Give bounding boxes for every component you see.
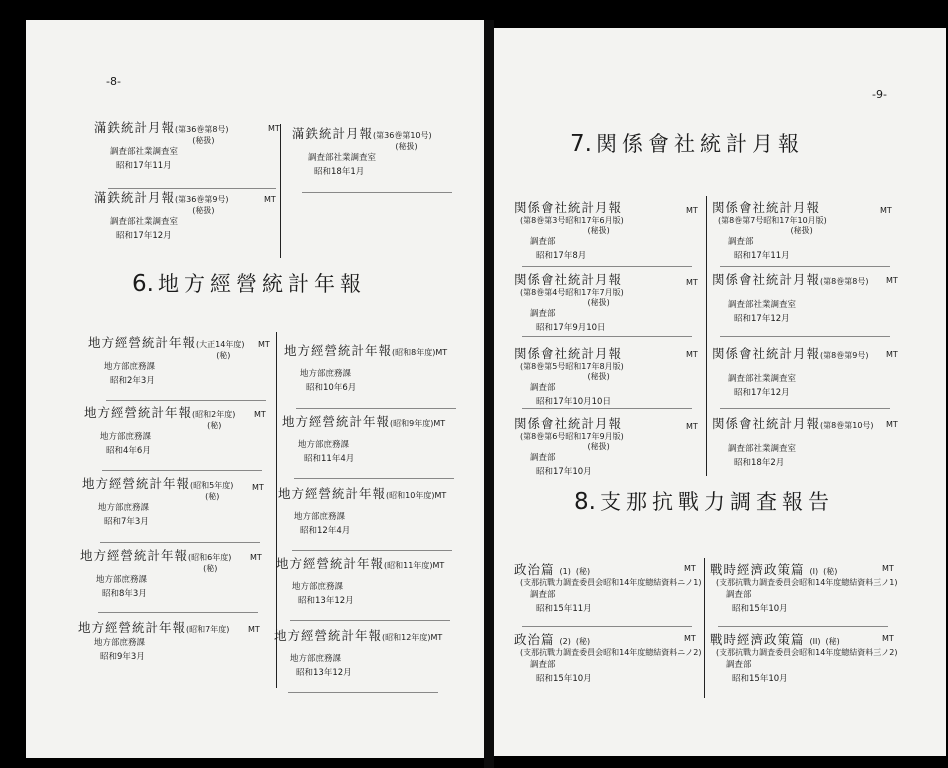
entry-title: 地方經營統計年報 — [278, 486, 387, 501]
entry-date: 昭和10年6月 — [306, 383, 357, 393]
entry-note: (昭和8年度) — [392, 348, 436, 357]
classification-mark: (秘扱) — [587, 372, 610, 381]
catalog-entry — [274, 626, 442, 680]
entry-publisher: 地方部庶務課 — [94, 638, 146, 648]
entry-note: (昭和5年度) — [190, 481, 234, 490]
catalog-entry — [78, 618, 229, 664]
entry-date: 昭和15年10月 — [732, 674, 788, 684]
page-number: -9- — [872, 88, 887, 101]
entry-title: 戰時經濟政策篇 — [710, 562, 805, 577]
entry-note: (大正14年度) — [196, 340, 245, 349]
entry-divider — [718, 626, 888, 627]
entry-date: 昭和17年12月 — [116, 231, 172, 241]
classification-mark: (秘扱) — [192, 136, 215, 145]
catalog-entry — [82, 474, 233, 529]
entry-note: (昭和9年度) — [390, 419, 434, 428]
entry-date: 昭和9年3月 — [100, 652, 145, 662]
entry-note: (第36巻第10号) — [373, 131, 432, 140]
mt-label: MT — [258, 340, 270, 349]
entry-divider — [302, 192, 452, 193]
catalog-entry — [94, 188, 229, 243]
entry-date: 昭和18年2月 — [734, 458, 785, 468]
entry-publisher: 地方部庶務課 — [298, 440, 350, 450]
entry-publisher: 調査部 — [530, 237, 556, 247]
classification-mark: (秘) — [823, 567, 838, 576]
entry-subtitle: (支那抗戰力調査委員会昭和14年度總結資料三ノ1) — [716, 578, 898, 587]
column-divider — [706, 196, 707, 476]
entry-note: (昭和11年度) — [384, 561, 433, 570]
column-divider — [704, 558, 705, 698]
section-title: 関係會社統計月報 — [595, 132, 804, 156]
entry-subtitle: (第8巻第7号昭和17年10月版) — [718, 216, 827, 225]
classification-mark: (秘) — [216, 351, 231, 360]
entry-publisher: 地方部庶務課 — [98, 503, 150, 513]
entry-publisher: 調査部 — [726, 660, 752, 670]
mt-label: MT — [882, 634, 894, 643]
entry-date: 昭和17年8月 — [536, 251, 587, 261]
entry-publisher: 調査部 — [530, 453, 556, 463]
catalog-entry — [710, 630, 898, 686]
entry-title: 関係會社統計月報 — [712, 200, 821, 215]
entry-note: (昭和2年度) — [192, 410, 236, 419]
section-number: 7. — [570, 131, 592, 157]
catalog-entry — [292, 124, 432, 179]
entry-subtitle: (支那抗戰力調査委員会昭和14年度總結資料ニノ2) — [520, 648, 702, 657]
entry-publisher: 調査部社業調査室 — [728, 444, 797, 454]
catalog-entry — [514, 270, 624, 335]
entry-publisher: 地方部庶務課 — [300, 369, 352, 379]
classification-mark: (秘) — [207, 421, 222, 430]
entry-publisher: 調査部社業調査室 — [110, 217, 179, 227]
classification-mark: (秘扱) — [395, 142, 418, 151]
section-number: 8. — [574, 489, 596, 515]
entry-publisher: 調査部 — [728, 237, 754, 247]
entry-date: 昭和17年10月10日 — [536, 397, 611, 407]
catalog-entry — [514, 344, 624, 409]
entry-date: 昭和15年10月 — [536, 674, 592, 684]
mt-label: MT — [250, 553, 262, 562]
section-title: 地方經營統計年報 — [157, 272, 366, 296]
mt-label: MT — [886, 350, 898, 359]
classification-mark: (秘扱) — [587, 442, 610, 451]
entry-subtitle: (第8巻第4号昭和17年7月版) — [520, 288, 624, 297]
entry-publisher: 地方部庶務課 — [290, 654, 342, 664]
entry-publisher: 地方部庶務課 — [104, 362, 156, 372]
entry-title: 地方經營統計年報 — [78, 620, 187, 635]
classification-mark: (秘扱) — [587, 298, 610, 307]
entry-date: 昭和17年11月 — [116, 161, 172, 171]
entry-divider — [106, 400, 266, 401]
mt-label: MT — [886, 420, 898, 429]
entry-date: 昭和2年3月 — [110, 376, 155, 386]
mt-label: MT — [252, 483, 264, 492]
classification-mark: (秘) — [575, 637, 591, 646]
entry-title: 政治篇 — [514, 562, 555, 577]
catalog-entry — [514, 630, 702, 686]
entry-divider — [720, 266, 890, 267]
entry-publisher: 調査部 — [726, 590, 752, 600]
entry-volume: (1) — [559, 567, 571, 576]
catalog-entry — [284, 341, 447, 395]
classification-mark: (秘扱) — [587, 226, 610, 235]
entry-divider — [522, 408, 692, 409]
entry-divider — [100, 542, 260, 543]
entry-note: (第8巻第10号) — [820, 421, 874, 430]
page-number: -8- — [106, 75, 121, 88]
section-heading — [132, 268, 366, 298]
entry-divider — [292, 550, 452, 551]
section-heading — [570, 128, 804, 158]
entry-divider — [98, 612, 258, 613]
entry-title: 関係會社統計月報 — [712, 272, 821, 287]
catalog-entry — [84, 403, 235, 458]
entry-note: (第8巻第9号) — [820, 351, 869, 360]
book-spine — [484, 20, 494, 768]
mt-label: MT — [684, 634, 696, 643]
entry-title: 地方經營統計年報 — [84, 405, 193, 420]
mt-label: MT — [686, 278, 698, 287]
entry-publisher: 調査部 — [530, 590, 556, 600]
entry-subtitle: (支那抗戰力調査委員会昭和14年度總結資料ニノ1) — [520, 578, 702, 587]
entry-date: 昭和17年11月 — [734, 251, 790, 261]
entry-title: 関係會社統計月報 — [712, 346, 821, 361]
entry-note: (昭和12年度) — [382, 633, 431, 642]
entry-volume: (I) — [809, 567, 819, 576]
section-number: 6. — [132, 271, 154, 297]
entry-divider — [522, 266, 692, 267]
entry-divider — [288, 692, 438, 693]
catalog-entry — [278, 484, 446, 538]
entry-publisher: 地方部庶務課 — [294, 512, 346, 522]
mt-label: MT — [433, 419, 446, 428]
catalog-entry — [712, 344, 868, 400]
entry-title: 関係會社統計月報 — [514, 200, 623, 215]
mt-label: MT — [430, 633, 443, 642]
catalog-entry — [712, 198, 827, 263]
mt-label: MT — [684, 564, 696, 573]
mt-label: MT — [686, 206, 698, 215]
entry-title: 地方經營統計年報 — [88, 335, 197, 350]
mt-label: MT — [880, 206, 892, 215]
entry-publisher: 地方部庶務課 — [96, 575, 148, 585]
catalog-entry — [712, 270, 868, 326]
catalog-entry — [282, 412, 445, 466]
catalog-entry — [514, 198, 624, 263]
entry-date: 昭和17年10月 — [536, 467, 592, 477]
catalog-entry — [712, 414, 874, 470]
right-page — [494, 28, 946, 756]
entry-date: 昭和18年1月 — [314, 167, 365, 177]
mt-label: MT — [248, 625, 260, 634]
entry-divider — [720, 336, 890, 337]
column-divider — [280, 124, 281, 258]
section-title: 支那抗戰力調査報告 — [599, 490, 834, 514]
catalog-entry — [514, 414, 624, 479]
entry-subtitle: (支那抗戰力調査委員会昭和14年度總結資料三ノ2) — [716, 648, 898, 657]
entry-subtitle: (第8巻第5号昭和17年8月版) — [520, 362, 624, 371]
classification-mark: (秘扱) — [790, 226, 813, 235]
mt-label: MT — [254, 410, 266, 419]
entry-note: (第36巻第8号) — [175, 125, 229, 134]
mt-label: MT — [264, 195, 276, 204]
mt-label: MT — [886, 276, 898, 285]
catalog-entry — [88, 333, 244, 388]
entry-date: 昭和7年3月 — [104, 517, 149, 527]
entry-title: 地方經營統計年報 — [282, 414, 391, 429]
catalog-entry — [94, 118, 229, 173]
entry-publisher: 調査部社業調査室 — [308, 153, 377, 163]
entry-date: 昭和4年6月 — [106, 446, 151, 456]
mt-label: MT — [268, 124, 280, 133]
entry-publisher: 調査部 — [530, 309, 556, 319]
entry-note: (第8巻第8号) — [820, 277, 869, 286]
mt-label: MT — [432, 561, 445, 570]
classification-mark: (秘) — [825, 637, 840, 646]
catalog-entry — [710, 560, 898, 616]
entry-divider — [290, 620, 450, 621]
entry-subtitle: (第8巻第6号昭和17年9月版) — [520, 432, 624, 441]
entry-divider — [720, 408, 890, 409]
classification-mark: (秘) — [575, 567, 591, 576]
entry-title: 地方經營統計年報 — [276, 556, 385, 571]
entry-title: 地方經營統計年報 — [80, 548, 189, 563]
entry-date: 昭和15年11月 — [536, 604, 592, 614]
entry-publisher: 調査部社業調査室 — [110, 147, 179, 157]
entry-publisher: 調査部社業調査室 — [728, 374, 797, 384]
classification-mark: (秘) — [205, 492, 220, 501]
entry-title: 滿鉄統計月報 — [292, 126, 374, 141]
entry-date: 昭和17年12月 — [734, 314, 790, 324]
mt-label: MT — [434, 491, 447, 500]
entry-divider — [294, 478, 454, 479]
entry-note: (昭和7年度) — [186, 625, 230, 634]
entry-publisher: 調査部 — [530, 383, 556, 393]
entry-publisher: 調査部社業調査室 — [728, 300, 797, 310]
entry-date: 昭和12年4月 — [300, 526, 351, 536]
mt-label: MT — [686, 350, 698, 359]
section-heading — [574, 486, 834, 516]
entry-divider — [522, 336, 692, 337]
classification-mark: (秘) — [203, 564, 218, 573]
left-page — [26, 20, 484, 758]
entry-title: 地方經營統計年報 — [274, 628, 383, 643]
entry-date: 昭和8年3月 — [102, 589, 147, 599]
mt-label: MT — [686, 422, 698, 431]
entry-subtitle: (第8巻第3号昭和17年6月版) — [520, 216, 624, 225]
entry-volume: (II) — [809, 637, 821, 646]
entry-date: 昭和13年12月 — [296, 668, 352, 678]
entry-date: 昭和17年12月 — [734, 388, 790, 398]
mt-label: MT — [882, 564, 894, 573]
entry-title: 戰時經濟政策篇 — [710, 632, 805, 647]
entry-publisher: 地方部庶務課 — [100, 432, 152, 442]
entry-date: 昭和13年12月 — [298, 596, 354, 606]
entry-title: 地方經營統計年報 — [82, 476, 191, 491]
entry-date: 昭和11年4月 — [304, 454, 355, 464]
entry-note: (昭和6年度) — [188, 553, 232, 562]
entry-divider — [102, 470, 262, 471]
catalog-entry — [80, 546, 231, 601]
entry-title: 政治篇 — [514, 632, 555, 647]
entry-title: 地方經營統計年報 — [284, 343, 393, 358]
entry-note: (昭和10年度) — [386, 491, 435, 500]
entry-divider — [296, 408, 456, 409]
entry-title: 関係會社統計月報 — [514, 346, 623, 361]
entry-title: 関係會社統計月報 — [712, 416, 821, 431]
entry-title: 滿鉄統計月報 — [94, 120, 176, 135]
entry-date: 昭和15年10月 — [732, 604, 788, 614]
entry-title: 関係會社統計月報 — [514, 416, 623, 431]
entry-publisher: 調査部 — [530, 660, 556, 670]
catalog-entry — [276, 554, 444, 608]
mt-label: MT — [435, 348, 448, 357]
entry-note: (第36巻第9号) — [175, 195, 229, 204]
entry-title: 関係會社統計月報 — [514, 272, 623, 287]
entry-volume: (2) — [559, 637, 571, 646]
entry-title: 滿鉄統計月報 — [94, 190, 176, 205]
classification-mark: (秘扱) — [192, 206, 215, 215]
entry-date: 昭和17年9月10日 — [536, 323, 606, 333]
entry-divider — [522, 626, 692, 627]
catalog-entry — [514, 560, 702, 616]
entry-publisher: 地方部庶務課 — [292, 582, 344, 592]
